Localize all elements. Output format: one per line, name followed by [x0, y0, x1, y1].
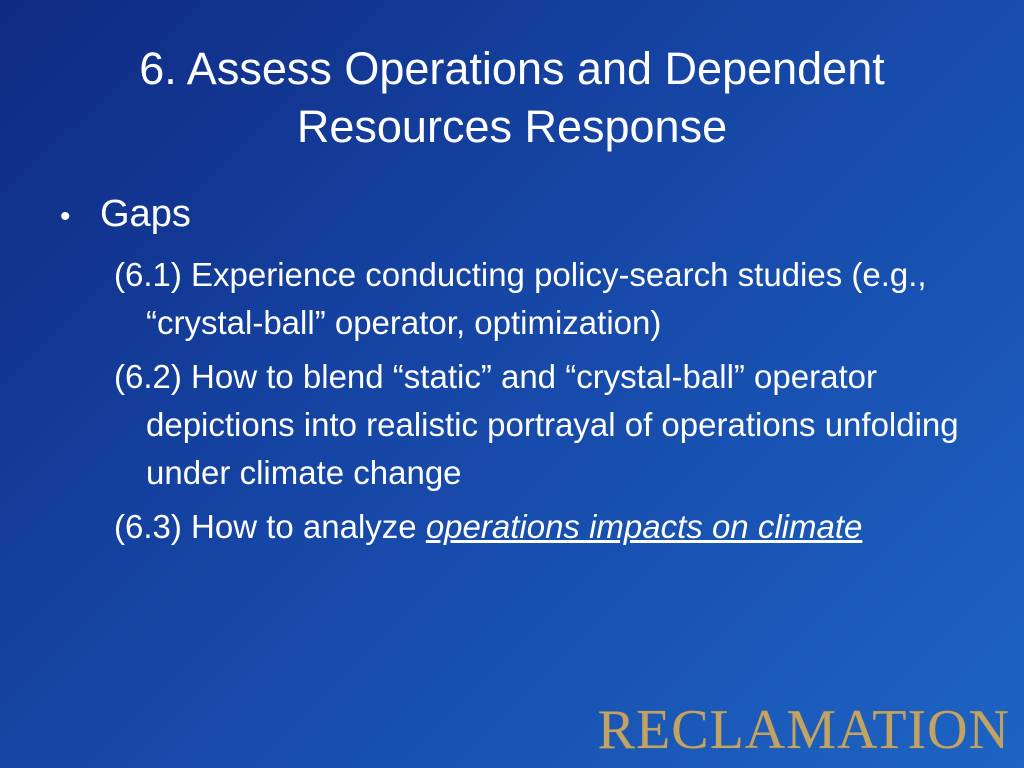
title-line-2: Resources Response: [296, 101, 728, 152]
bullet-dot-icon: •: [60, 200, 71, 233]
gap-item-6-2: (6.2) How to blend “static” and “crystal-ball” operator depictions into realistic portrayal of operations unfolding under climate change: [114, 358, 959, 491]
bullet-label: Gaps: [100, 193, 191, 235]
bullet-list: [60, 190, 960, 557]
gap-item-6-3-prefix: (6.3) How to analyze: [114, 508, 426, 545]
title-line-1: 6. Assess Operations and Dependent: [139, 43, 885, 94]
gap-item-6-3-emphasis: operations impacts on climate: [425, 508, 863, 545]
gap-items: [114, 251, 960, 551]
gap-item-6-1: (6.1) Experience conducting policy-search studies (e.g., “crystal-ball” operator, optimization): [114, 256, 927, 341]
gap-item-6-3: [114, 503, 960, 551]
reclamation-logo: RECLAMATION: [597, 699, 1010, 761]
bullet-gaps: [60, 190, 960, 241]
slide-title: [40, 40, 984, 156]
